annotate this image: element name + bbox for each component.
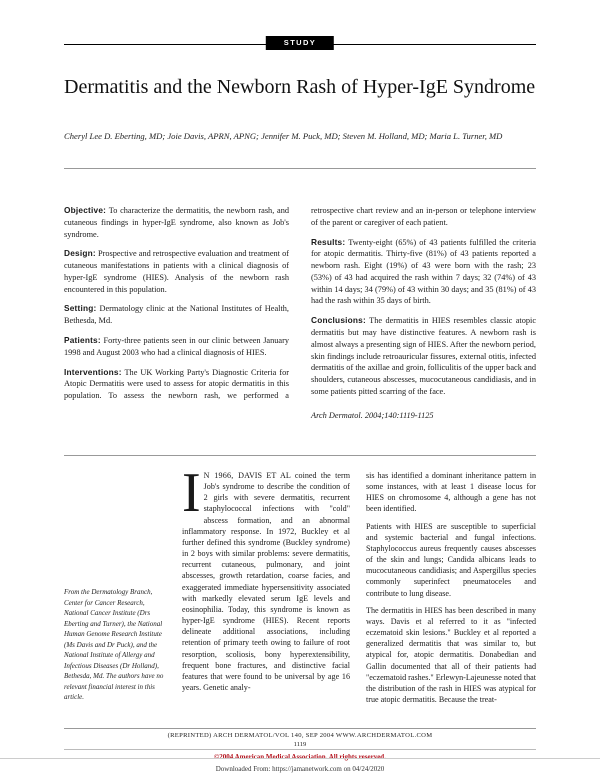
affiliation-note: From the Dermatology Branch, Center for Cancer Research, National Cancer Institute (Drs Eberting and Turner), the National Human Genome Research Institute (Ms Davis and Dr Puck), and the National Institute of Allergy and Infectious Diseases (Dr Holland), Bethesda, Md. The authors have no relevant financial interest in this article. [64, 588, 164, 701]
abstract-conclusions-label: Conclusions: [311, 315, 366, 326]
abstract-patients-label: Patients: [64, 335, 101, 346]
footer-journal-line: (REPRINTED) ARCH DERMATOL/VOL 140, SEP 2004 WWW.ARCHDERMATOL.COM [167, 732, 433, 739]
download-divider [0, 758, 600, 759]
copyright-notice: ©2004 American Medical Association. All rights reserved. [214, 753, 386, 761]
abstract-citation: Arch Dermatol. 2004;140:1119-1125 [311, 410, 434, 420]
body-paragraph-4: The dermatitis in HIES has been described in many ways. Davis et al referred to it as "infected eczematoid skin lesions." Buckley et al reported a generalized dermatitis that was similar to, but atypical for, atopic dermatitis. Donabedian and Gallin documented that all of their patients had "eczematoid rashes." Erlewyn-Lajeunesse noted that the distribution of the rash in HIES was atypical for true atopic dermatitis. Because the treat- [366, 605, 536, 704]
page-title: Dermatitis and the Newborn Rash of Hyper-IgE Syndrome [64, 76, 536, 99]
abstract-objective-label: Objective: [64, 205, 107, 215]
author-list: Cheryl Lee D. Eberting, MD; Joie Davis, APRN, APNG; Jennifer M. Puck, MD; Steven M. Holland, MD; Maria L. Turner, MD [64, 131, 503, 141]
abstract-objective-text: To characterize the dermatitis, the newborn rash, and cutaneous findings in hyper-IgE syndrome, also known as Job's syndrome. [64, 206, 289, 239]
abstract-setting-text: Dermatology clinic at the National Institutes of Health, Bethesda, Md. [64, 304, 289, 326]
abstract-conclusions [311, 315, 536, 397]
abstract-conclusions-text: The dermatitis in HIES resembles classic atopic dermatitis but may have distinctive features. A newborn rash is almost always a presenting sign of HIES. After the newborn period, skin findings include retroauricular fissures, external otitis, infected dermatitis of the axillae and groin, folliculitis of the upper back and shoulders, cutaneous abscesses, mucocutaneous candidiasis, and in some patients pitted scarring of the face. [311, 316, 536, 396]
body-column-right [366, 470, 536, 711]
body-paragraph-1-text: AVIS ET AL coined the term Job's syndrome to describe the condition of 2 girls with severe dermatitis, recurrent staphylococcal infections with "cold" abscess formation, and an abnormal inflammatory response. In 1972, Buckley et al further defined this syndrome (Buckley syndrome) in 2 boys with similar problems: severe dermatitis, recurrent cutaneous, pulmonary, and joint abscesses, growth retardation, coarse facies, and exaggerated immediate hypersensitivity associated with markedly elevated serum IgE levels and eosinophilia. Today, this syndrome is known as hyper-IgE syndrome (HIES). Recent reports delineate additional associations, including retention of primary teeth owing to failure of root resorption, scoliosis, bony hyperextensibility, frequent bone fractures, and distinctive facial features that were found to be universal by age 16 years. Genetic analy- [182, 471, 350, 692]
abstract-section [64, 205, 536, 422]
abstract-objective [64, 205, 289, 240]
abstract-patients-text: Forty-three patients seen in our clinic between January 1998 and August 2003 who had a clinical diagnosis of HIES. [64, 336, 289, 357]
footer-page-number: 1119 [293, 741, 307, 748]
body-column-left [182, 462, 350, 699]
study-badge: STUDY [266, 36, 334, 50]
abstract-design [64, 248, 289, 295]
drop-cap: I [182, 462, 201, 524]
body-paragraph-1 [182, 462, 350, 693]
abstract-divider [64, 455, 536, 456]
abstract-results-label: Results: [311, 236, 346, 247]
body-opening-smallcaps: N 1966, D [203, 471, 245, 480]
footer-divider [64, 728, 536, 729]
article-body [64, 462, 536, 720]
abstract-design-text: Prospective and retrospective evaluation and treatment of cutaneous manifestations in patients with a clinical diagnosis of hyper-IgE syndrome (HIES). Analysis of the newborn rash encountered in this population. [64, 249, 289, 294]
copyright-divider [64, 749, 536, 750]
authors-divider [64, 168, 536, 169]
body-paragraph-2: sis has identified a dominant inheritance pattern in some instances, with at least 1 disease locus for HIES on chromosome 4, although a gene has not been identified. [366, 471, 536, 514]
abstract-design-label: Design: [64, 248, 96, 259]
abstract-patients [64, 335, 289, 359]
abstract-interventions-label: Interventions: [64, 366, 122, 377]
download-source-note: Downloaded From: https://jamanetwork.com on 04/24/2020 [215, 765, 385, 773]
body-paragraph-3: Patients with HIES are susceptible to superficial and systemic bacterial and fungal infections. Staphylococcus aureus frequently causes abscesses of the skin and lungs; Candida albicans leads to mucocutaneous candidiasis; and Aspergillus species commonly superinfect pneumatoceles and contribute to lung disease. [366, 521, 536, 598]
abstract-interventions-text: The UK Working Party's Diagnostic Criteria for Atopic Dermatitis were used to assess for atopic dermatitis in this population. To assess the newborn rash, we performed a retrospective chart review and an in-person or telephone interview of the parent or caregiver of each patient. [64, 206, 536, 401]
abstract-setting [64, 303, 289, 327]
abstract-setting-label: Setting: [64, 303, 97, 314]
abstract-results [311, 237, 536, 308]
abstract-results-text: Twenty-eight (65%) of 43 patients fulfilled the criteria for atopic dermatitis. Thirty-five (81%) of 43 patients reported a newborn rash. Eight (19%) of 43 were born with the rash; 23 (53%) of 43 had acquired the rash within 7 days; 32 (74%) of 43 within 14 days; 34 (79%) of 43 within 30 days; and 35 (81%) of 43 had the rash within 35 days of birth. [311, 237, 536, 306]
